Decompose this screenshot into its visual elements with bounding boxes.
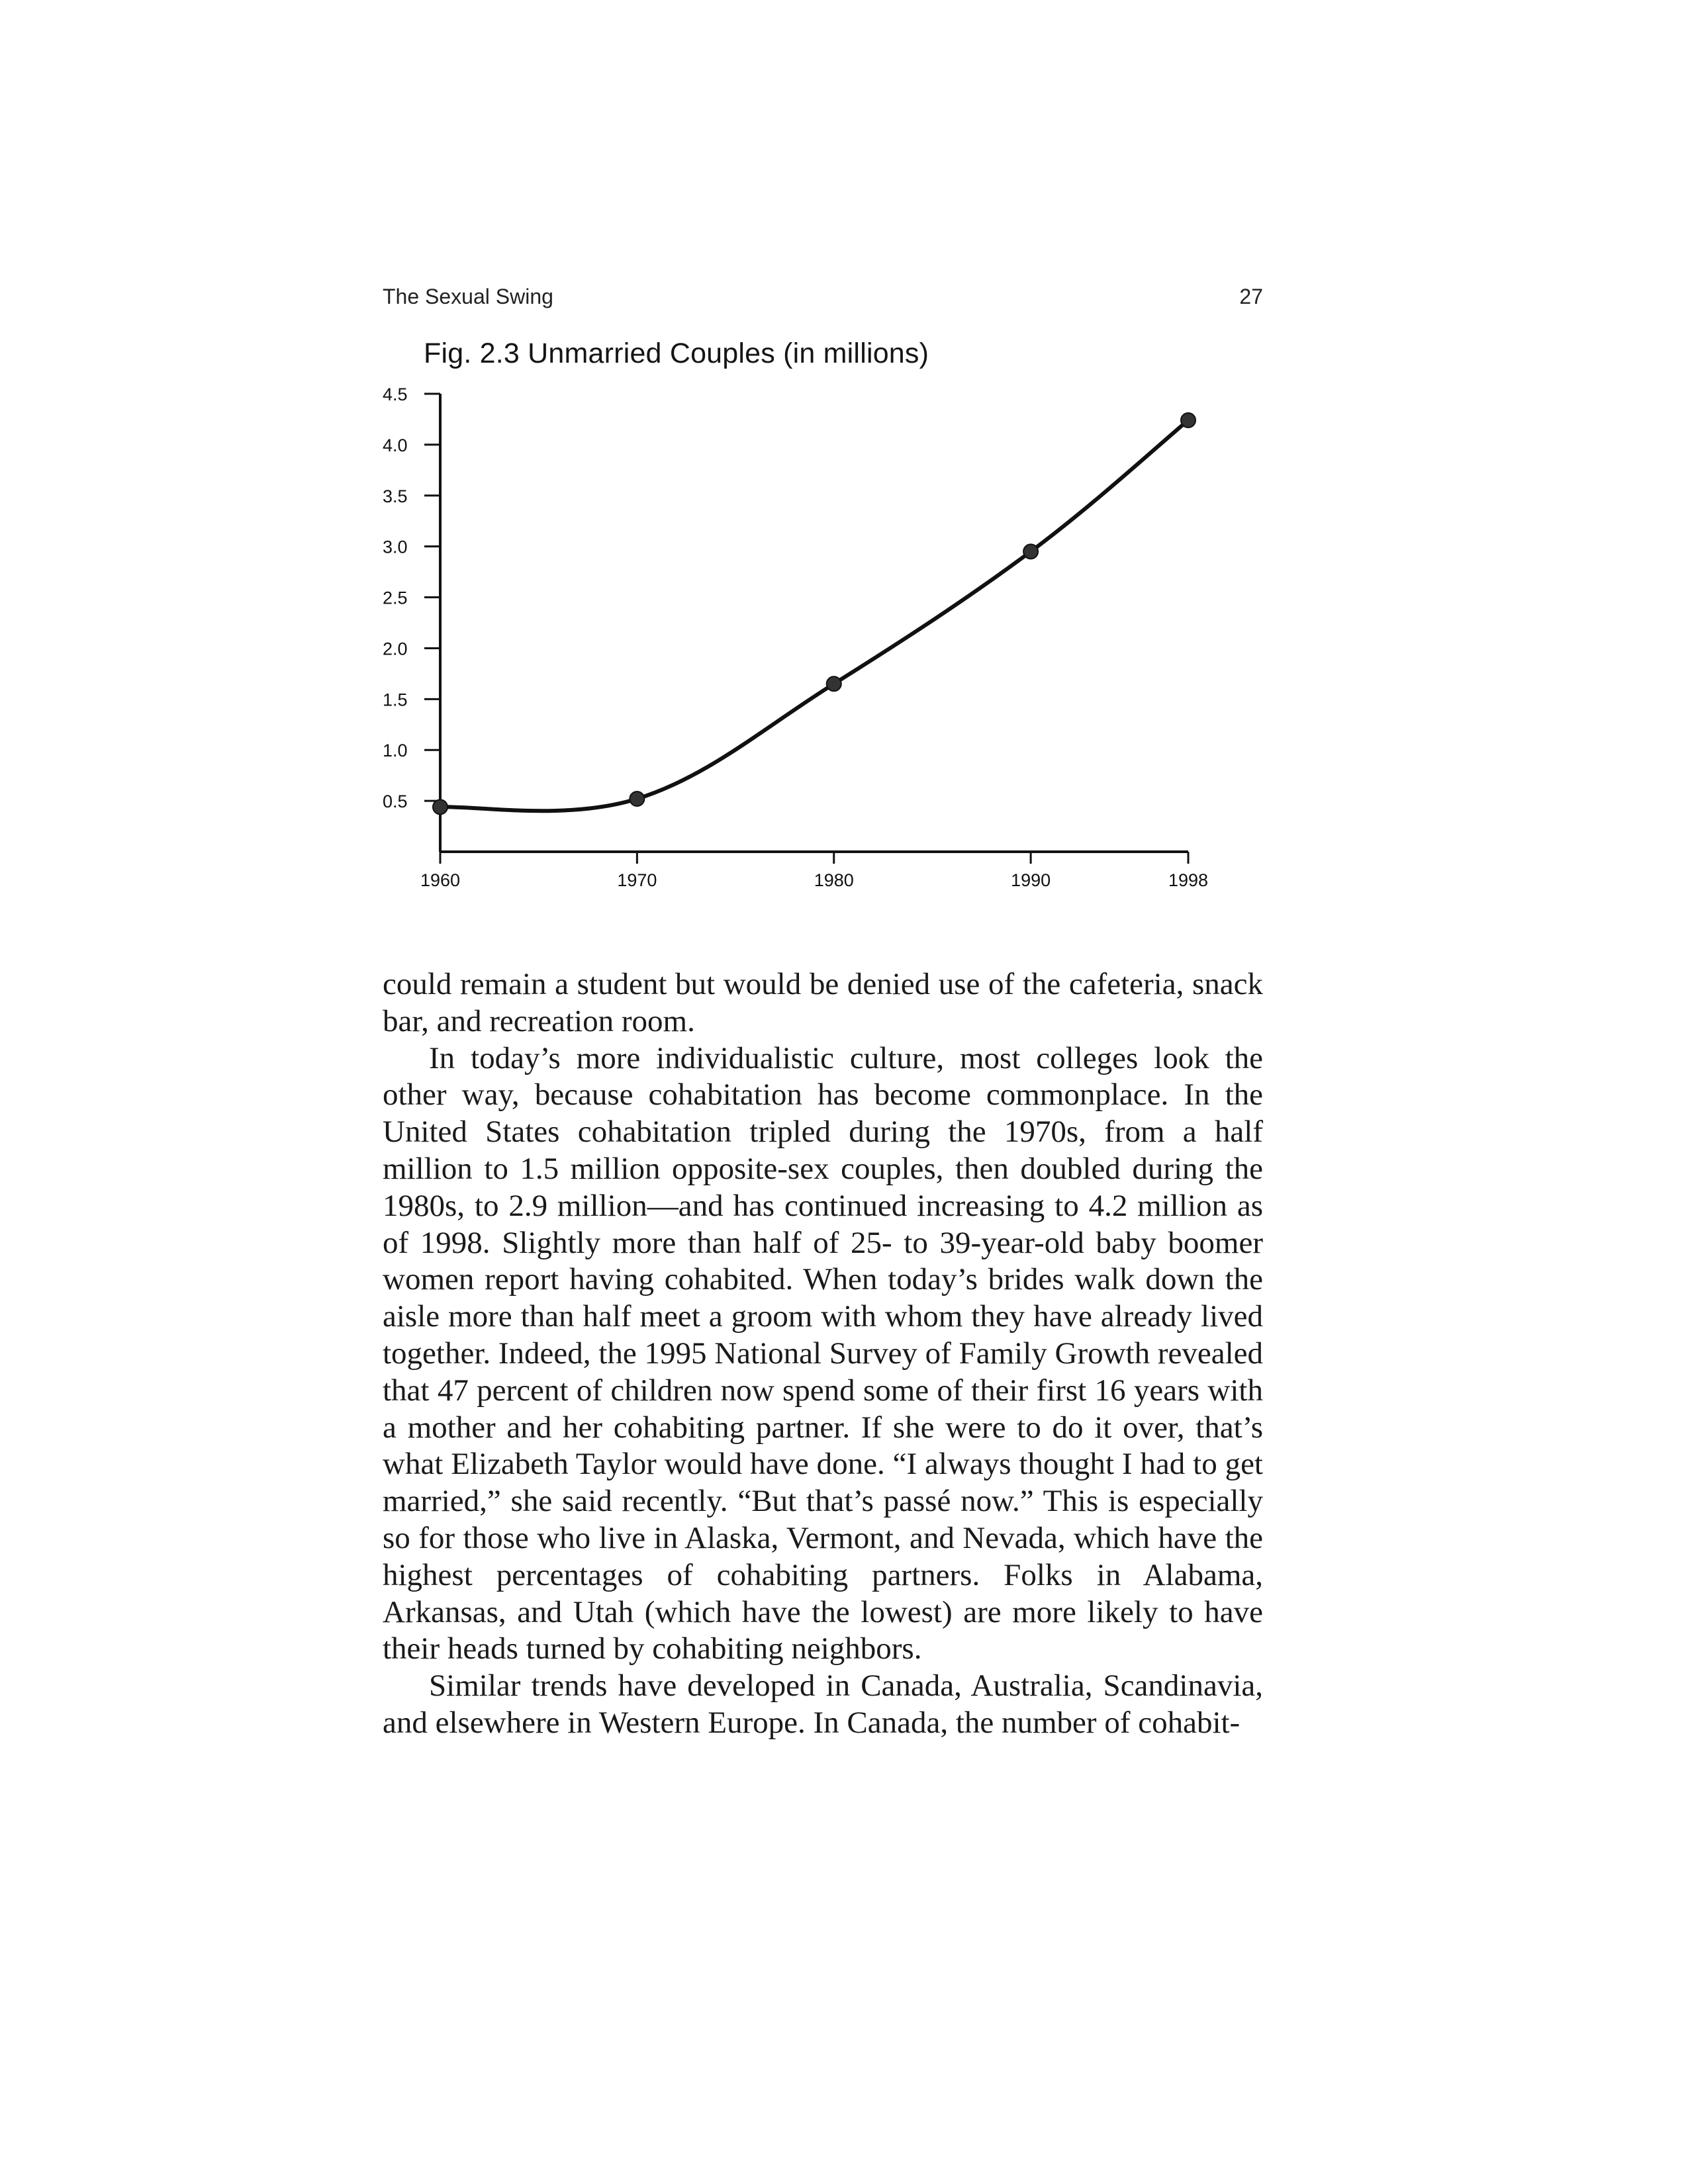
page-number: 27	[1239, 285, 1263, 308]
body-paragraph-1: could remain a student but would be denied use of the cafeteria, snack bar, and recreation room.	[383, 967, 1263, 1038]
y-tick-label: 1.5	[383, 690, 408, 710]
y-tick-label: 4.0	[383, 435, 408, 455]
body-paragraph-3: Similar trends have developed in Canada, Australia, Scandinavia, and elsewhere in Western Europe. In Canada, the number of cohabit-	[383, 1668, 1263, 1740]
data-point-1980	[827, 676, 841, 691]
y-tick-label: 2.0	[383, 639, 408, 659]
running-head-title: The Sexual Swing	[383, 285, 553, 308]
data-point-1970	[630, 792, 644, 806]
data-point-1960	[433, 799, 447, 814]
x-tick-label: 1960	[420, 870, 461, 890]
unmarried-couples-chart	[0, 0, 1688, 927]
body-text	[383, 966, 1263, 1742]
x-tick-label: 1970	[617, 870, 657, 890]
data-point-1998	[1181, 413, 1196, 428]
x-tick-label: 1998	[1168, 870, 1209, 890]
data-point-1990	[1023, 544, 1038, 559]
y-tick-label: 1.0	[383, 741, 408, 761]
y-tick-label: 0.5	[383, 792, 408, 812]
y-tick-label: 2.5	[383, 588, 408, 608]
series-line	[440, 420, 1188, 811]
y-tick-label: 4.5	[383, 385, 408, 404]
y-tick-label: 3.0	[383, 537, 408, 557]
x-tick-label: 1980	[814, 870, 854, 890]
body-paragraph-2: In today’s more individualistic culture, most colleges look the other way, because cohabitation has become commonplace. In the United States cohabitation tripled during the 1970s, from a half million to 1.5 million opposite-sex couples, then doubled during the 1980s, to 2.9 million—and has continued increasing to 4.2 million as of 1998. Slightly more than half of 25- to 39-year-old baby boomer women report having cohabited. When today’s brides walk down the aisle more than half meet a groom with whom they have already lived together. Indeed, the 1995 National Survey of Family Growth revealed that 47 percent of children now spend some of their first 16 years with a mother and her cohabiting partner. If she were to do it over, that’s what Elizabeth Taylor would have done. “I always thought I had to get married,” she said recently. “But that’s passé now.” This is especially so for those who live in Alaska, Vermont, and Nevada, which have the highest percentages of cohabiting partners. Folks in Alabama, Arkansas, and Utah (which have the lowest) are more likely to have their heads turned by cohabiting neighbors.	[383, 1040, 1263, 1666]
figure-caption: Fig. 2.3 Unmarried Couples (in millions)	[424, 338, 929, 369]
y-tick-label: 3.5	[383, 486, 408, 506]
x-tick-label: 1990	[1011, 870, 1051, 890]
